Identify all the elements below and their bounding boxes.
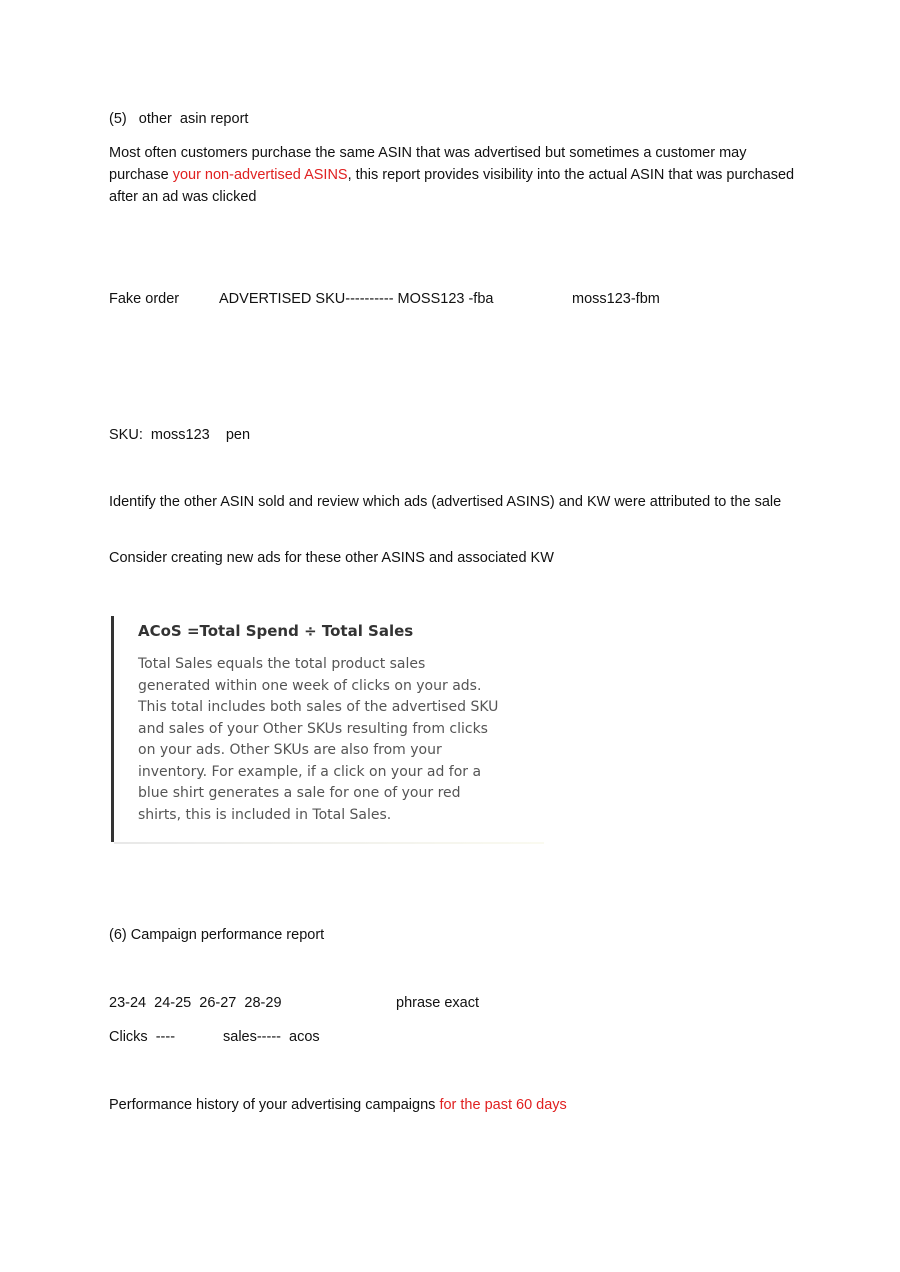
acos-line: This total includes both sales of the advertised SKU: [138, 699, 499, 715]
sales-acos-label: sales----- acos: [223, 1029, 320, 1045]
fbm-sku: moss123-fbm: [572, 291, 660, 307]
acos-line: Total Sales equals the total product sales: [138, 656, 426, 672]
acos-line: shirts, this is included in Total Sales.: [138, 806, 392, 823]
acos-title: ACoS =Total Spend ÷ Total Sales: [138, 622, 414, 640]
quote-divider: [114, 842, 544, 844]
history-highlight: for the past 60 days: [439, 1097, 567, 1113]
acos-definition-box: [111, 616, 544, 842]
acos-body: [138, 654, 538, 826]
acos-line: and sales of your Other SKUs resulting from clicks: [138, 720, 488, 737]
intro-highlight: your non-advertised ASINS: [172, 167, 348, 183]
acos-line: on your ads. Other SKUs are also from your: [138, 742, 442, 758]
history-text: Performance history of your advertising campaigns: [109, 1097, 440, 1113]
advertised-sku: ADVERTISED SKU---------- MOSS123 -fba: [219, 291, 494, 307]
acos-line: blue shirt generates a sale for one of your red: [138, 785, 461, 801]
clicks-label: Clicks ----: [109, 1029, 176, 1045]
performance-history: [109, 1094, 567, 1116]
identify-text: Identify the other ASIN sold and review which ads (advertised ASINS) and KW were attributed to the sale: [109, 494, 782, 510]
section-5-intro: [109, 142, 799, 208]
intro-text-part1: Most often customers purchase the same ASIN that was advertised but sometimes a customer may purchase: [109, 145, 747, 183]
acos-line: inventory. For example, if a click on your ad for a: [138, 763, 482, 780]
intro-text-part2: , this report provides visibility into the actual ASIN that was purchased after an ad was clicked: [109, 167, 795, 205]
fake-order-label: Fake order: [109, 291, 180, 307]
section-6-heading: (6) Campaign performance report: [109, 927, 325, 943]
consider-text: Consider creating new ads for these other ASINS and associated KW: [109, 550, 554, 566]
match-types: phrase exact: [396, 995, 480, 1011]
section-5-heading: (5) other asin report: [109, 111, 249, 127]
date-ranges: 23-24 24-25 26-27 28-29: [109, 995, 282, 1011]
acos-line: generated within one week of clicks on your ads.: [138, 677, 482, 694]
sku-line: SKU: moss123 pen: [109, 427, 251, 443]
